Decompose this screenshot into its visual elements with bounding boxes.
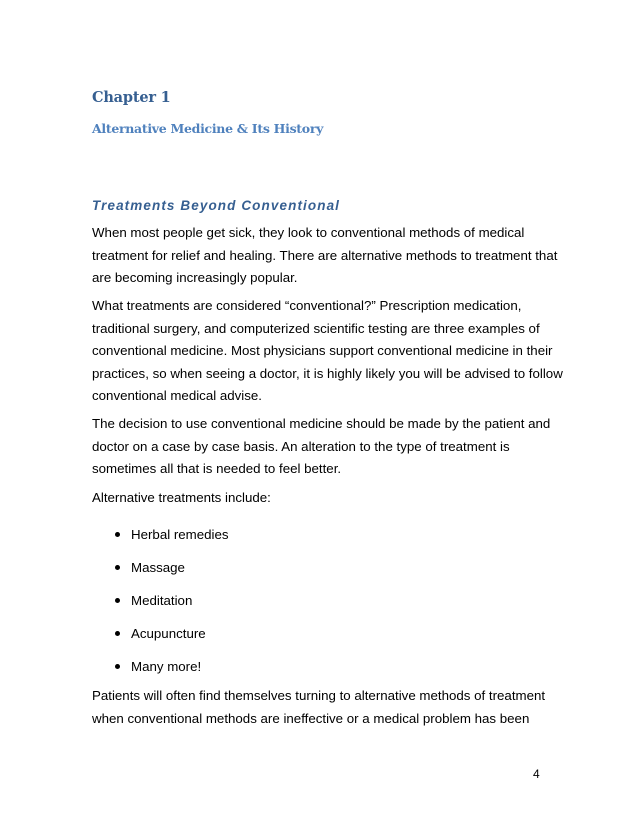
paragraph-line: sometimes all that is needed to feel better.: [92, 461, 342, 476]
paragraph-conventional: [92, 295, 563, 408]
page-number: 4: [533, 767, 540, 781]
bullet-icon: [115, 631, 120, 636]
paragraph-line: treatment for relief and healing. There are alternative methods to treatment that: [92, 247, 558, 263]
paragraph-line: when conventional methods are ineffective or a medical problem has been: [92, 710, 530, 726]
list-item: [92, 623, 229, 656]
chapter-title: Chapter 1: [92, 89, 171, 106]
treatments-list: [92, 524, 229, 689]
list-item-label: Acupuncture: [131, 626, 206, 641]
paragraph-line: Alternative treatments include:: [92, 490, 271, 505]
paragraph-line: traditional surgery, and computerized scientific testing are three examples of: [92, 320, 540, 336]
section-heading: Treatments Beyond Conventional: [92, 198, 341, 213]
list-item: [92, 557, 229, 590]
paragraph-decision: [92, 413, 552, 481]
paragraph-line: conventional medicine. Most physicians support conventional medicine in their: [92, 343, 553, 358]
list-item-label: Many more!: [131, 659, 202, 674]
paragraph-line: When most people get sick, they look to conventional methods of medical: [92, 225, 525, 240]
paragraph-intro: [92, 222, 558, 290]
list-item-label: Massage: [131, 560, 185, 575]
paragraph-line: conventional medical advise.: [92, 388, 263, 403]
paragraph-line: practices, so when seeing a doctor, it is highly likely you will be advised to follow: [92, 365, 563, 381]
paragraph-line: are becoming increasingly popular.: [92, 270, 298, 285]
paragraph-line: The decision to use conventional medicine should be made by the patient and: [92, 416, 551, 431]
bullet-icon: [115, 565, 120, 570]
paragraph-line: What treatments are considered “conventional?” Prescription medication,: [92, 298, 522, 313]
paragraph-patients: [92, 685, 552, 730]
list-item-label: Herbal remedies: [131, 527, 229, 542]
bullet-icon: [115, 664, 120, 669]
list-item: [92, 524, 229, 557]
paragraph-list-intro: [92, 487, 552, 510]
list-item-label: Meditation: [131, 593, 193, 608]
bullet-icon: [115, 598, 120, 603]
paragraph-line: doctor on a case by case basis. An alteration to the type of treatment is: [92, 438, 510, 454]
paragraph-line: Patients will often find themselves turning to alternative methods of treatment: [92, 688, 546, 703]
chapter-subtitle: Alternative Medicine & Its History: [92, 121, 324, 136]
list-item: [92, 590, 229, 623]
bullet-icon: [115, 532, 120, 537]
